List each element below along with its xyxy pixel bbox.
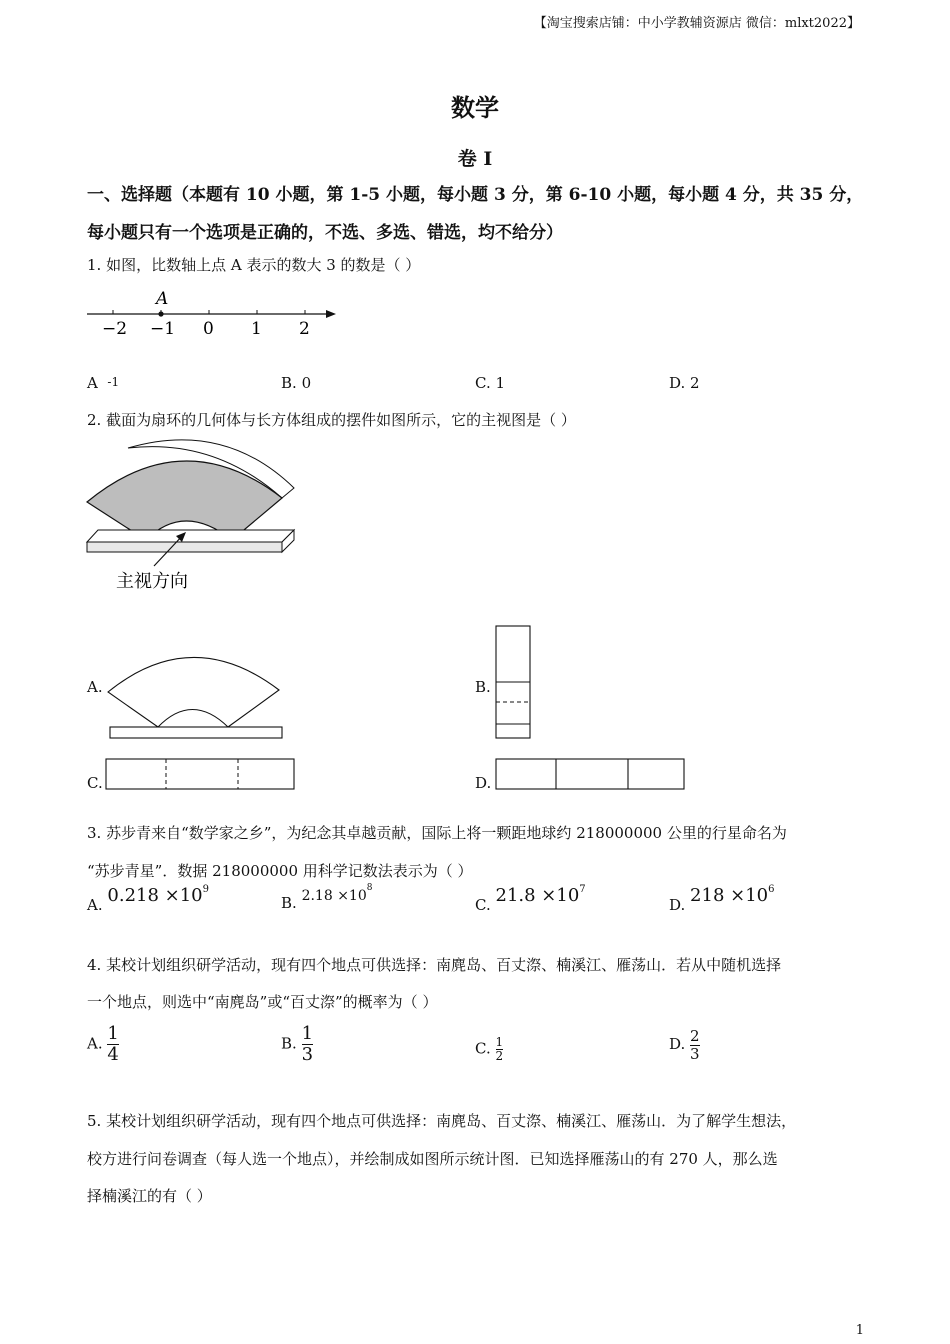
q3-option-b[interactable]: B. $2.18 \times 10^8$ <box>281 883 373 912</box>
q2-stem: 2. 截面为扇环的几何体与长方体组成的摆件如图所示，它的主视图是（ ） <box>87 411 576 429</box>
q3-option-c[interactable]: C. $21.8 \times 10^7$ <box>475 884 586 914</box>
q5-stem-line1: 5. 某校计划组织研学活动，现有四个地点可供选择：南麂岛、百丈漈、楠溪江、雁荡山．为了解学生想法， <box>87 1112 797 1130</box>
q1-option-b[interactable]: B. 0 <box>281 374 312 392</box>
q2-option-b-figure[interactable] <box>494 624 534 742</box>
tick-label: 0 <box>203 319 214 339</box>
ornament-figure <box>84 436 304 598</box>
header-note: 【淘宝搜索店铺：中小学教辅资源店 微信：mlxt2022】 <box>533 16 860 31</box>
q4-stem-line1: 4. 某校计划组织研学活动，现有四个地点可供选择：南麂岛、百丈漈、楠溪江、雁荡山．若从中随机选择 <box>87 956 782 974</box>
tick-label: −2 <box>102 319 128 339</box>
fraction: $\frac{1}{2}$ <box>495 1035 504 1064</box>
page-title: 数学 <box>451 93 499 122</box>
tick-label: 1 <box>251 319 262 339</box>
point-a-dot <box>158 311 163 316</box>
q1-option-d[interactable]: D. 2 <box>669 374 700 392</box>
q4-option-a[interactable]: A. $\frac{1}{4}$ <box>87 1023 119 1065</box>
fraction: $\frac{2}{3}$ <box>690 1027 700 1063</box>
q4-option-b[interactable]: B. $\frac{1}{3}$ <box>281 1023 314 1065</box>
q2-option-d[interactable]: D. <box>475 774 492 792</box>
q4-stem-line2: 一个地点，则选中“南麂岛”或“百丈漈”的概率为（ ） <box>87 993 438 1011</box>
q5-stem-line2: 校方进行问卷调查（每人选一个地点），并绘制成如图所示统计图．已知选择雁荡山的有 270 人，那么选 <box>87 1150 778 1168</box>
fraction: $\frac{1}{4}$ <box>107 1023 119 1065</box>
q3-option-d[interactable]: D. $218 \times 10^6$ <box>669 884 775 914</box>
tick-label: −1 <box>150 319 176 339</box>
q5-stem-line3: 择楠溪江的有（ ） <box>87 1187 212 1205</box>
q3-stem-line2: “苏步青星”．数据 218000000 用科学记数法表示为（ ） <box>87 862 473 880</box>
q2-option-b[interactable]: B. <box>475 678 491 696</box>
section-heading-line2: 每小题只有一个选项是正确的，不选、多选、错选，均不给分） <box>87 223 563 243</box>
volume-title: 卷 I <box>457 148 493 170</box>
number-line-figure <box>84 286 344 342</box>
q1-option-c[interactable]: C. 1 <box>475 374 506 392</box>
section-heading-line1: 一、选择题（本题有 10 小题，第 1-5 小题，每小题 3 分，第 6-10 小题，每小题 4 分，共 35 分， <box>87 185 864 205</box>
base-box <box>87 542 282 552</box>
q3-stem-line1: 3. 苏步青来自“数学家之乡”，为纪念其卓越贡献，国际上将一颗距地球约 218000000 公里的行星命名为 <box>87 824 787 842</box>
view-direction-label: 主视方向 <box>116 571 188 592</box>
q1-stem: 1. 如图，比数轴上点 A 表示的数大 3 的数是（ ） <box>87 256 421 274</box>
q2-option-c[interactable]: C. <box>87 774 103 792</box>
q4-option-c[interactable]: C. $\frac{1}{2}$ <box>475 1035 504 1064</box>
q2-option-a[interactable]: A. <box>87 678 103 696</box>
fraction: $\frac{1}{3}$ <box>301 1023 314 1065</box>
q1-option-a[interactable]: A -1 <box>87 374 120 392</box>
page-number: 1 <box>855 1323 864 1338</box>
point-a-label: A <box>156 289 169 309</box>
q3-option-a[interactable]: A. $0.218 \times 10^9$ <box>87 884 210 914</box>
tick-label: 2 <box>299 319 310 339</box>
q2-option-d-figure[interactable] <box>494 757 688 793</box>
q2-option-c-figure[interactable] <box>104 757 298 793</box>
q2-option-a-figure[interactable] <box>106 646 286 742</box>
number-line-arrow <box>326 310 336 318</box>
q4-option-d[interactable]: D. $\frac{2}{3}$ <box>669 1027 700 1063</box>
